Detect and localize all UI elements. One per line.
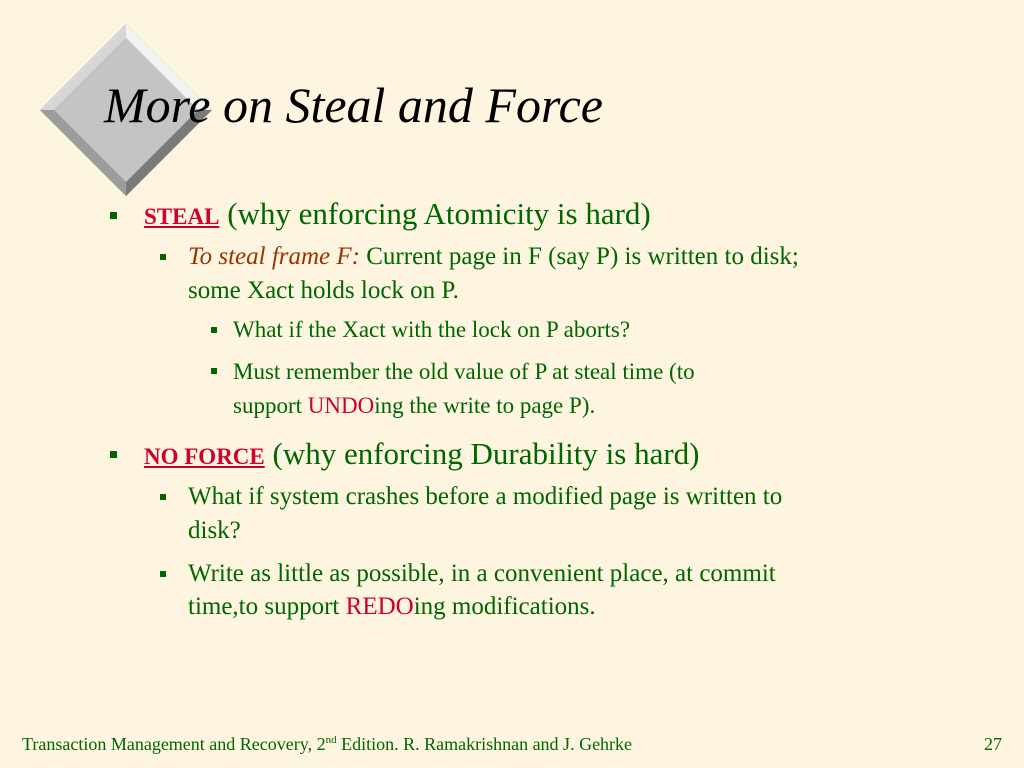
- text-segment: support: [233, 393, 308, 418]
- steal-description: (why enforcing Atomicity is hard): [219, 196, 651, 231]
- text-segment: ing the write to page P).: [374, 393, 596, 418]
- bullet-marker-icon: [211, 327, 217, 333]
- text-segment: Transaction Management and Recovery, 2: [22, 734, 326, 754]
- bullet-marker-icon: [110, 451, 117, 458]
- undo-term: UNDO: [307, 393, 375, 418]
- steal-sub-line-2: some Xact holds lock on P.: [188, 277, 459, 304]
- steal-question-2-line-1: Must remember the old value of P at steal time (to: [233, 359, 695, 384]
- footer-citation: [22, 734, 632, 755]
- noforce-description: (why enforcing Durability is hard): [264, 436, 700, 471]
- bullet-marker-icon: [110, 212, 117, 219]
- steal-question-2-line-2: [233, 393, 595, 419]
- noforce-sub-2-line-2: [188, 593, 596, 621]
- slide-title: More on Steal and Force: [104, 77, 603, 133]
- noforce-term: NO FORCE: [144, 444, 265, 469]
- text-segment: ing modifications.: [413, 593, 596, 620]
- bullet-marker-icon: [160, 254, 166, 260]
- noforce-sub-1-line-1: What if system crashes before a modified page is written to: [188, 483, 783, 510]
- text-segment: time,to support: [188, 593, 346, 620]
- bullet-marker-icon: [160, 494, 166, 500]
- steal-frame-lead: To steal frame F:: [188, 243, 360, 270]
- bullet-marker-icon: [160, 571, 166, 577]
- noforce-sub-2-line-1: Write as little as possible, in a convenient place, at commit: [188, 560, 776, 587]
- steal-sub-line-1: [188, 243, 799, 271]
- steal-question-1: What if the Xact with the lock on P aborts?: [233, 317, 631, 342]
- steal-term: STEAL: [144, 204, 220, 229]
- bullet-marker-icon: [211, 368, 217, 374]
- redo-term: REDO: [345, 593, 414, 620]
- text-segment: Edition. R. Ramakrishnan and J. Gehrke: [336, 734, 633, 754]
- steal-heading: [144, 196, 651, 232]
- text-segment: nd: [325, 734, 337, 746]
- steal-frame-text: Current page in F (say P) is written to disk;: [366, 243, 799, 270]
- noforce-sub-1-line-2: disk?: [188, 517, 241, 544]
- noforce-heading: [144, 436, 700, 472]
- page-number: 27: [984, 734, 1002, 754]
